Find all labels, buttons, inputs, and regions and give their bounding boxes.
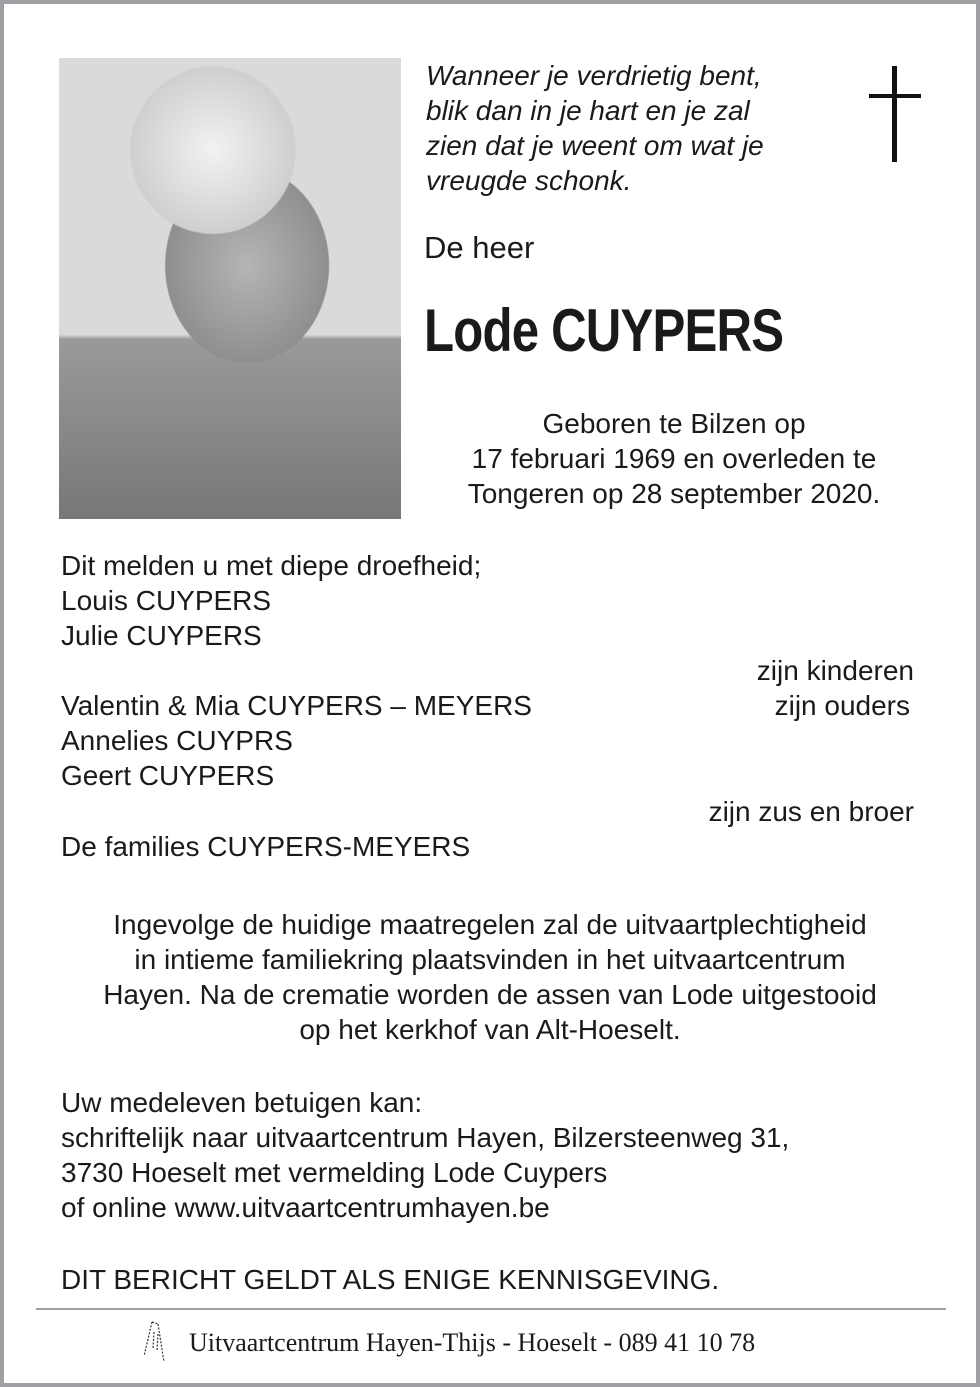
ceremony-line: op het kerkhof van Alt-Hoeselt. bbox=[299, 1014, 681, 1045]
portrait-photo bbox=[59, 58, 401, 519]
mourner: Geert CUYPERS bbox=[61, 760, 275, 791]
relation-label: zijn zus en broer bbox=[708, 796, 914, 827]
birth-line: 17 februari 1969 en overleden te bbox=[471, 443, 877, 474]
ceremony-line: Ingevolge de huidige maatregelen zal de uitvaartplechtigheid bbox=[113, 909, 867, 940]
deceased-name: Lode CUYPERS bbox=[424, 297, 784, 364]
birth-line: Geboren te Bilzen op bbox=[542, 408, 806, 439]
poem-line: zien dat je weent om wat je bbox=[426, 130, 764, 161]
poem-line: Wanneer je verdrietig bent, bbox=[426, 60, 762, 91]
mourner: Julie CUYPERS bbox=[61, 620, 262, 651]
relation-label: zijn kinderen bbox=[756, 655, 914, 686]
divider bbox=[36, 1308, 946, 1310]
birth-line: Tongeren op 28 september 2020. bbox=[467, 478, 881, 509]
condolence-line: schriftelijk naar uitvaartcentrum Hayen, Bilzersteenweg 31, bbox=[61, 1122, 790, 1153]
mourner: Annelies CUYPRS bbox=[61, 725, 293, 756]
title: De heer bbox=[424, 230, 535, 265]
mourners-intro: Dit melden u met diepe droefheid; bbox=[61, 550, 482, 581]
funeral-home-logo-icon bbox=[134, 1318, 178, 1368]
notice: DIT BERICHT GELDT ALS ENIGE KENNISGEVING. bbox=[61, 1264, 720, 1295]
relation-label: zijn ouders bbox=[774, 690, 910, 721]
mourner: Valentin & Mia CUYPERS – MEYERS bbox=[61, 690, 532, 721]
mourner: De families CUYPERS-MEYERS bbox=[61, 831, 471, 862]
ceremony-line: Hayen. Na de crematie worden de assen van Lode uitgestooid bbox=[103, 979, 877, 1010]
condolence-line: 3730 Hoeselt met vermelding Lode Cuypers bbox=[61, 1157, 608, 1188]
mourner: Louis CUYPERS bbox=[61, 585, 272, 616]
footer-funeral-home: Uitvaartcentrum Hayen-Thijs - Hoeselt - 089 41 10 78 bbox=[189, 1328, 756, 1357]
condolence-link: of online www.uitvaartcentrumhayen.be bbox=[61, 1192, 550, 1223]
poem-line: blik dan in je hart en je zal bbox=[426, 95, 750, 126]
poem-line: vreugde schonk. bbox=[426, 165, 632, 196]
ceremony-line: in intieme familiekring plaatsvinden in het uitvaartcentrum bbox=[134, 944, 846, 975]
condolence-line: Uw medeleven betuigen kan: bbox=[61, 1087, 423, 1118]
